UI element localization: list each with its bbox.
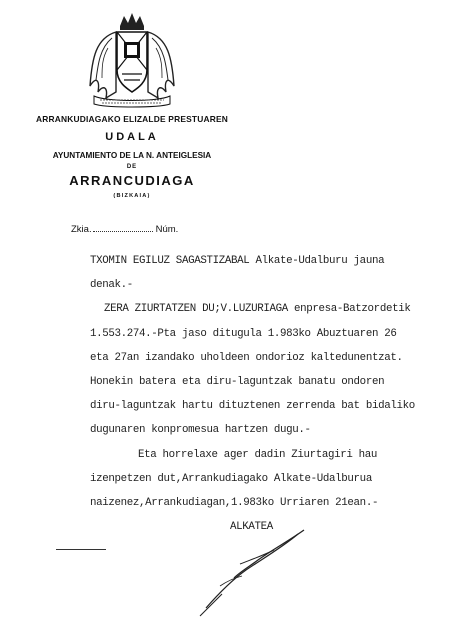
letterhead-udala: UDALA (105, 131, 159, 143)
handwritten-signature (180, 520, 320, 620)
body-line: Honekin batera eta diru-laguntzak banatu ondoren (90, 376, 385, 388)
coat-of-arms-emblem (86, 8, 178, 108)
body-line: ZERA ZIURTATZEN DU;V.LUZURIAGA enpresa-Batzordetik (104, 303, 411, 315)
body-line: denak.- (90, 279, 133, 291)
reference-dotted-field (93, 223, 153, 232)
signature-title: ALKATEA (230, 521, 273, 533)
body-line: izenpetzen dut,Arrankudiagako Alkate-Udalburua (90, 473, 372, 485)
letterhead-de: DE (126, 164, 138, 170)
zkia-label: Zkia. (71, 224, 92, 235)
num-label: Núm. (155, 224, 179, 235)
reference-number-line (71, 223, 178, 235)
body-line: diru-laguntzak hartu dituztenen zerrenda bat bidaliko (90, 400, 415, 412)
letterhead-bizkaia: (BIZKAIA) (113, 193, 151, 199)
letterhead-ayuntamiento: AYUNTAMIENTO DE LA N. ANTEIGLESIA (52, 151, 212, 160)
body-line: Eta horrelaxe ager dadin Ziurtagiri hau (138, 449, 378, 461)
body-line: TXOMIN EGILUZ SAGASTIZABAL Alkate-Udalburu jauna (90, 255, 385, 267)
body-line: naizenez,Arrankudiagan,1.983ko Urriaren 21ean.- (90, 497, 379, 509)
body-line: 1.553.274.-Pta jaso ditugula 1.983ko Abuztuaren 26 (90, 328, 397, 340)
letterhead-arrancudiaga: ARRANCUDIAGA (69, 173, 195, 188)
body-line: dugunaren konpromesua hartzen dugu.- (90, 424, 311, 436)
body-line: eta 27an izandako uholdeen ondorioz kaltedunentzat. (90, 352, 403, 364)
letterhead-line-1: ARRANKUDIAGAKO ELIZALDE PRESTUAREN (36, 114, 228, 124)
signature-rule (56, 549, 106, 550)
